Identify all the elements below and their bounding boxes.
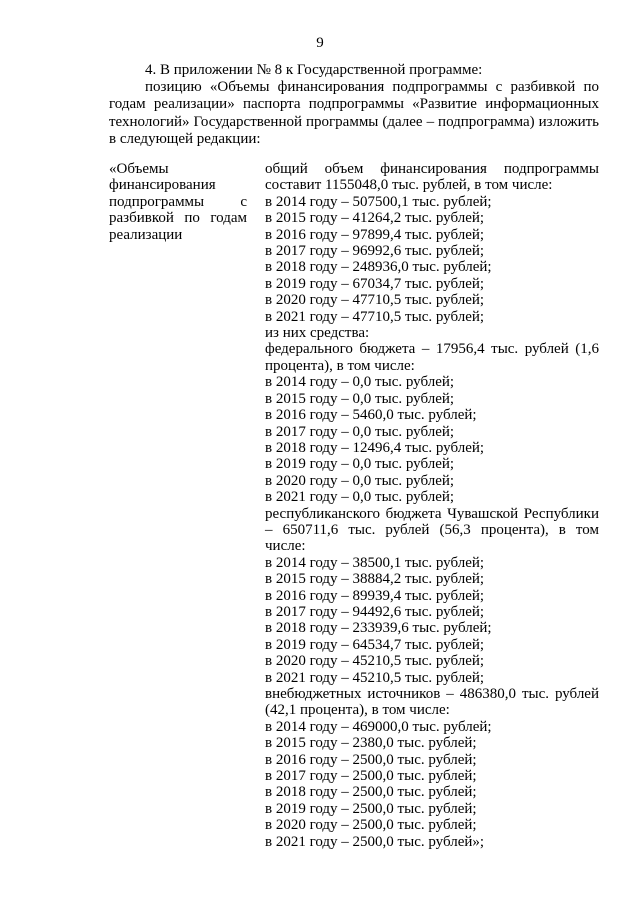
financing-line: в 2021 году – 45210,5 тыс. рублей; (265, 669, 485, 686)
financing-line: в 2016 году – 2500,0 тыс. рублей; (265, 751, 477, 768)
financing-line: общий объем финансирования подпрограммы составит 1155048,0 тыс. рублей, в том числе: (265, 161, 599, 194)
financing-line: в 2015 году – 2380,0 тыс. рублей; (265, 735, 477, 752)
financing-line: в 2017 году – 96992,6 тыс. рублей; (265, 243, 485, 260)
financing-line: в 2019 году – 64534,7 тыс. рублей; (265, 636, 485, 653)
intro-paragraph: позицию «Объемы финансирования подпрограммы с разбивкой по годам реализации» паспорта подпрограммы «Развитие информационных технологий» Государственной программы (далее – подпрограмма) изложить в следующей редакции: (109, 79, 599, 147)
financing-line: в 2014 году – 469000,0 тыс. рублей; (265, 718, 492, 735)
intro-section (109, 62, 599, 148)
financing-line: в 2018 году – 12496,4 тыс. рублей; (265, 439, 485, 456)
financing-line: в 2017 году – 2500,0 тыс. рублей; (265, 768, 477, 785)
financing-line: в 2017 году – 0,0 тыс. рублей; (265, 423, 455, 440)
page-number: 9 (316, 35, 324, 51)
intro-heading: 4. В приложении № 8 к Государственной программе: (145, 62, 483, 78)
financing-line: в 2016 году – 97899,4 тыс. рублей; (265, 226, 485, 243)
financing-line: в 2016 году – 5460,0 тыс. рублей; (265, 407, 477, 424)
financing-line: в 2020 году – 0,0 тыс. рублей; (265, 472, 455, 489)
financing-line: в 2020 году – 47710,5 тыс. рублей; (265, 292, 485, 309)
financing-line: федерального бюджета – 17956,4 тыс. рублей (1,6 процента), в том числе: (265, 341, 599, 374)
financing-label: «Объемы финансирования подпрограммы с разбивкой по годам реализации (109, 161, 247, 243)
financing-line: в 2014 году – 0,0 тыс. рублей; (265, 374, 455, 391)
financing-line: в 2020 году – 45210,5 тыс. рублей; (265, 653, 485, 670)
financing-line: в 2021 году – 2500,0 тыс. рублей»; (265, 833, 485, 850)
financing-line: из них средства: (265, 325, 370, 342)
financing-line: в 2015 году – 38884,2 тыс. рублей; (265, 571, 485, 588)
financing-line: в 2019 году – 2500,0 тыс. рублей; (265, 800, 477, 817)
financing-line: в 2018 году – 2500,0 тыс. рублей; (265, 784, 477, 801)
financing-line: в 2018 году – 248936,0 тыс. рублей; (265, 259, 492, 276)
financing-line: в 2015 году – 41264,2 тыс. рублей; (265, 210, 485, 227)
financing-line: внебюджетных источников – 486380,0 тыс. рублей (42,1 процента), в том числе: (265, 686, 599, 719)
financing-line: в 2019 году – 67034,7 тыс. рублей; (265, 275, 485, 292)
financing-line: в 2014 году – 38500,1 тыс. рублей; (265, 554, 485, 571)
financing-line: в 2016 году – 89939,4 тыс. рублей; (265, 587, 485, 604)
financing-line: в 2020 году – 2500,0 тыс. рублей; (265, 817, 477, 834)
financing-line: в 2021 году – 47710,5 тыс. рублей; (265, 308, 485, 325)
financing-line: в 2014 году – 507500,1 тыс. рублей; (265, 193, 492, 210)
financing-line: в 2018 году – 233939,6 тыс. рублей; (265, 620, 492, 637)
financing-line: в 2019 году – 0,0 тыс. рублей; (265, 456, 455, 473)
financing-details (265, 161, 599, 850)
financing-line: в 2017 году – 94492,6 тыс. рублей; (265, 603, 485, 620)
financing-line: в 2015 году – 0,0 тыс. рублей; (265, 390, 455, 407)
financing-line: республиканского бюджета Чувашской Республики – 650711,6 тыс. рублей (56,3 процента), в том числе: (265, 505, 599, 555)
financing-line: в 2021 году – 0,0 тыс. рублей; (265, 489, 455, 506)
